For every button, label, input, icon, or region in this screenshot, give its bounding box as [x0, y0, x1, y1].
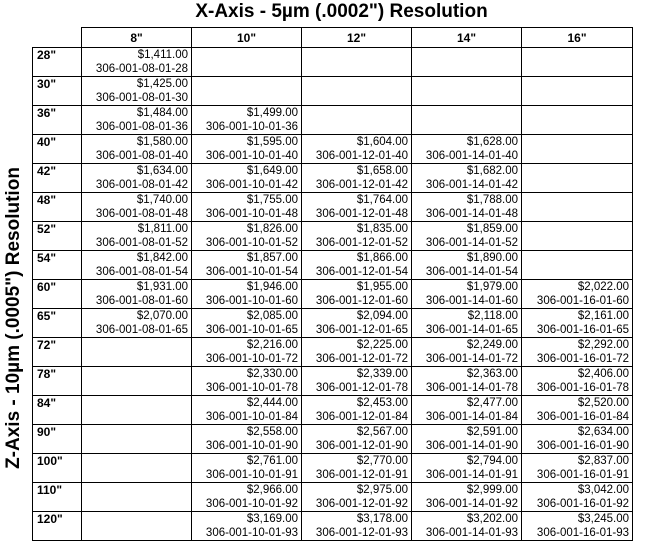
empty-cell	[82, 483, 192, 512]
column-header: 14"	[412, 28, 522, 48]
part-number-cell: 306-001-10-01-52	[192, 236, 302, 251]
part-number-cell: 306-001-08-01-48	[82, 207, 192, 222]
price-cell: $2,161.00	[522, 309, 633, 324]
part-number-cell: 306-001-08-01-30	[82, 91, 192, 106]
price-cell: $3,202.00	[412, 512, 522, 527]
price-cell: $2,216.00	[192, 338, 302, 353]
table-row	[33, 48, 633, 63]
price-cell: $1,755.00	[192, 193, 302, 208]
part-number-cell: 306-001-14-01-90	[412, 439, 522, 454]
part-number-cell: 306-001-12-01-92	[302, 497, 412, 512]
price-cell: $3,042.00	[522, 483, 633, 498]
table-body	[33, 48, 633, 541]
part-number-cell: 306-001-10-01-78	[192, 381, 302, 396]
part-number-cell: 306-001-12-01-52	[302, 236, 412, 251]
empty-cell	[412, 77, 522, 106]
price-cell: $2,634.00	[522, 425, 633, 440]
part-number-cell: 306-001-12-01-78	[302, 381, 412, 396]
price-cell: $2,094.00	[302, 309, 412, 324]
price-cell: $2,794.00	[412, 454, 522, 469]
part-number-cell: 306-001-10-01-54	[192, 265, 302, 280]
part-number-cell: 306-001-10-01-40	[192, 149, 302, 164]
table-row	[33, 483, 633, 498]
part-number-cell: 306-001-10-01-90	[192, 439, 302, 454]
price-cell: $2,022.00	[522, 280, 633, 295]
part-number-cell: 306-001-08-01-40	[82, 149, 192, 164]
table-row	[33, 454, 633, 469]
part-number-cell: 306-001-16-01-84	[522, 410, 633, 425]
price-cell: $1,634.00	[82, 164, 192, 179]
price-cell: $1,411.00	[82, 48, 192, 63]
part-number-cell: 306-001-08-01-60	[82, 294, 192, 309]
price-cell: $2,591.00	[412, 425, 522, 440]
price-cell: $2,406.00	[522, 367, 633, 382]
empty-cell	[522, 106, 633, 135]
empty-cell	[302, 77, 412, 106]
table-row	[33, 309, 633, 324]
part-number-cell: 306-001-08-01-65	[82, 323, 192, 338]
price-cell: $2,966.00	[192, 483, 302, 498]
price-cell: $2,999.00	[412, 483, 522, 498]
price-cell: $1,866.00	[302, 251, 412, 266]
part-number-cell: 306-001-08-01-28	[82, 62, 192, 77]
part-number-cell: 306-001-12-01-90	[302, 439, 412, 454]
part-number-cell: 306-001-14-01-65	[412, 323, 522, 338]
price-cell: $2,837.00	[522, 454, 633, 469]
price-cell: $2,339.00	[302, 367, 412, 382]
price-cell: $2,070.00	[82, 309, 192, 324]
price-cell: $3,169.00	[192, 512, 302, 527]
table-row	[33, 396, 633, 411]
price-cell: $1,499.00	[192, 106, 302, 121]
price-cell: $1,425.00	[82, 77, 192, 92]
part-number-cell: 306-001-08-01-52	[82, 236, 192, 251]
part-number-cell: 306-001-14-01-42	[412, 178, 522, 193]
part-number-cell: 306-001-12-01-91	[302, 468, 412, 483]
part-number-cell: 306-001-10-01-48	[192, 207, 302, 222]
price-cell: $3,178.00	[302, 512, 412, 527]
part-number-cell: 306-001-16-01-72	[522, 352, 633, 367]
price-cell: $1,764.00	[302, 193, 412, 208]
row-header: 100"	[33, 454, 82, 483]
column-header-row	[33, 28, 633, 48]
part-number-cell: 306-001-16-01-78	[522, 381, 633, 396]
price-cell: $2,761.00	[192, 454, 302, 469]
part-number-cell: 306-001-14-01-92	[412, 497, 522, 512]
row-header: 65"	[33, 309, 82, 338]
price-cell: $2,453.00	[302, 396, 412, 411]
column-header: 16"	[522, 28, 633, 48]
price-cell: $1,604.00	[302, 135, 412, 150]
price-cell: $2,444.00	[192, 396, 302, 411]
z-axis-title-wrap	[0, 84, 28, 552]
price-cell: $1,580.00	[82, 135, 192, 150]
part-number-cell: 306-001-10-01-91	[192, 468, 302, 483]
part-number-cell: 306-001-12-01-93	[302, 526, 412, 541]
price-cell: $2,567.00	[302, 425, 412, 440]
empty-cell	[522, 193, 633, 222]
part-number-cell: 306-001-16-01-65	[522, 323, 633, 338]
part-number-cell: 306-001-14-01-84	[412, 410, 522, 425]
empty-cell	[522, 77, 633, 106]
empty-cell	[522, 135, 633, 164]
column-header: 10"	[192, 28, 302, 48]
table-row	[33, 323, 633, 338]
price-cell: $2,363.00	[412, 367, 522, 382]
table-row	[33, 222, 633, 237]
part-number-cell: 306-001-12-01-65	[302, 323, 412, 338]
row-header: 90"	[33, 425, 82, 454]
part-number-cell: 306-001-14-01-60	[412, 294, 522, 309]
empty-cell	[522, 251, 633, 280]
part-number-cell: 306-001-14-01-54	[412, 265, 522, 280]
part-number-cell: 306-001-10-01-84	[192, 410, 302, 425]
price-cell: $2,477.00	[412, 396, 522, 411]
empty-cell	[82, 367, 192, 396]
price-cell: $1,955.00	[302, 280, 412, 295]
price-cell: $1,835.00	[302, 222, 412, 237]
price-cell: $1,946.00	[192, 280, 302, 295]
table-row	[33, 338, 633, 353]
corner-cell	[33, 28, 82, 48]
x-axis-title: X-Axis - 5µm (.0002") Resolution	[195, 1, 488, 22]
part-number-cell: 306-001-10-01-93	[192, 526, 302, 541]
price-cell: $2,975.00	[302, 483, 412, 498]
part-number-cell: 306-001-10-01-72	[192, 352, 302, 367]
price-cell: $1,649.00	[192, 164, 302, 179]
part-number-cell: 306-001-16-01-90	[522, 439, 633, 454]
part-number-cell: 306-001-14-01-93	[412, 526, 522, 541]
empty-cell	[412, 106, 522, 135]
part-number-cell: 306-001-14-01-78	[412, 381, 522, 396]
price-cell: $1,857.00	[192, 251, 302, 266]
empty-cell	[522, 164, 633, 193]
row-header: 28"	[33, 48, 82, 77]
price-cell: $1,859.00	[412, 222, 522, 237]
z-axis-title: Z-Axis - 10µm (.0005") Resolution	[3, 167, 25, 469]
empty-cell	[82, 425, 192, 454]
table-row	[33, 77, 633, 92]
price-cell: $1,842.00	[82, 251, 192, 266]
part-number-cell: 306-001-16-01-93	[522, 526, 633, 541]
part-number-cell: 306-001-10-01-92	[192, 497, 302, 512]
part-number-cell: 306-001-14-01-48	[412, 207, 522, 222]
table-row	[33, 512, 633, 527]
part-number-cell: 306-001-16-01-92	[522, 497, 633, 512]
price-cell: $2,085.00	[192, 309, 302, 324]
row-header: 72"	[33, 338, 82, 367]
row-header: 60"	[33, 280, 82, 309]
price-cell: $1,788.00	[412, 193, 522, 208]
part-number-cell: 306-001-12-01-72	[302, 352, 412, 367]
price-cell: $2,770.00	[302, 454, 412, 469]
price-table	[32, 27, 633, 541]
part-number-cell: 306-001-08-01-36	[82, 120, 192, 135]
part-number-cell: 306-001-12-01-40	[302, 149, 412, 164]
row-header: 30"	[33, 77, 82, 106]
price-cell: $2,292.00	[522, 338, 633, 353]
price-cell: $1,658.00	[302, 164, 412, 179]
empty-cell	[82, 396, 192, 425]
part-number-cell: 306-001-08-01-42	[82, 178, 192, 193]
part-number-cell: 306-001-08-01-54	[82, 265, 192, 280]
price-cell: $1,484.00	[82, 106, 192, 121]
price-cell: $2,249.00	[412, 338, 522, 353]
table-row	[33, 251, 633, 266]
empty-cell	[82, 338, 192, 367]
row-header: 52"	[33, 222, 82, 251]
table-row	[33, 135, 633, 150]
empty-cell	[82, 454, 192, 483]
row-header: 54"	[33, 251, 82, 280]
price-cell: $1,811.00	[82, 222, 192, 237]
empty-cell	[192, 48, 302, 77]
price-cell: $1,682.00	[412, 164, 522, 179]
table-row	[33, 280, 633, 295]
price-cell: $2,225.00	[302, 338, 412, 353]
price-cell: $2,330.00	[192, 367, 302, 382]
part-number-cell: 306-001-12-01-60	[302, 294, 412, 309]
part-number-cell: 306-001-12-01-54	[302, 265, 412, 280]
price-cell: $3,245.00	[522, 512, 633, 527]
price-cell: $1,979.00	[412, 280, 522, 295]
empty-cell	[412, 48, 522, 77]
column-header: 12"	[302, 28, 412, 48]
row-header: 120"	[33, 512, 82, 541]
part-number-cell: 306-001-12-01-48	[302, 207, 412, 222]
part-number-cell: 306-001-16-01-60	[522, 294, 633, 309]
empty-cell	[82, 512, 192, 541]
empty-cell	[522, 222, 633, 251]
price-cell: $1,628.00	[412, 135, 522, 150]
row-header: 48"	[33, 193, 82, 222]
price-cell: $2,118.00	[412, 309, 522, 324]
part-number-cell: 306-001-16-01-91	[522, 468, 633, 483]
row-header: 42"	[33, 164, 82, 193]
empty-cell	[302, 106, 412, 135]
empty-cell	[302, 48, 412, 77]
table-row	[33, 193, 633, 208]
row-header: 36"	[33, 106, 82, 135]
table-row	[33, 164, 633, 179]
row-header: 78"	[33, 367, 82, 396]
price-cell: $1,740.00	[82, 193, 192, 208]
table-row	[33, 425, 633, 440]
price-cell: $2,558.00	[192, 425, 302, 440]
price-cell: $1,931.00	[82, 280, 192, 295]
part-number-cell: 306-001-10-01-60	[192, 294, 302, 309]
row-header: 84"	[33, 396, 82, 425]
table-row	[33, 294, 633, 309]
part-number-cell: 306-001-10-01-42	[192, 178, 302, 193]
table-row	[33, 106, 633, 121]
table-row	[33, 367, 633, 382]
price-cell: $1,826.00	[192, 222, 302, 237]
price-cell: $1,890.00	[412, 251, 522, 266]
part-number-cell: 306-001-14-01-91	[412, 468, 522, 483]
price-cell: $1,595.00	[192, 135, 302, 150]
column-header: 8"	[82, 28, 192, 48]
part-number-cell: 306-001-12-01-84	[302, 410, 412, 425]
price-cell: $2,520.00	[522, 396, 633, 411]
part-number-cell: 306-001-10-01-36	[192, 120, 302, 135]
row-header: 40"	[33, 135, 82, 164]
empty-cell	[522, 48, 633, 77]
part-number-cell: 306-001-12-01-42	[302, 178, 412, 193]
part-number-cell: 306-001-14-01-52	[412, 236, 522, 251]
empty-cell	[192, 77, 302, 106]
part-number-cell: 306-001-14-01-72	[412, 352, 522, 367]
row-header: 110"	[33, 483, 82, 512]
part-number-cell: 306-001-10-01-65	[192, 323, 302, 338]
part-number-cell: 306-001-14-01-40	[412, 149, 522, 164]
